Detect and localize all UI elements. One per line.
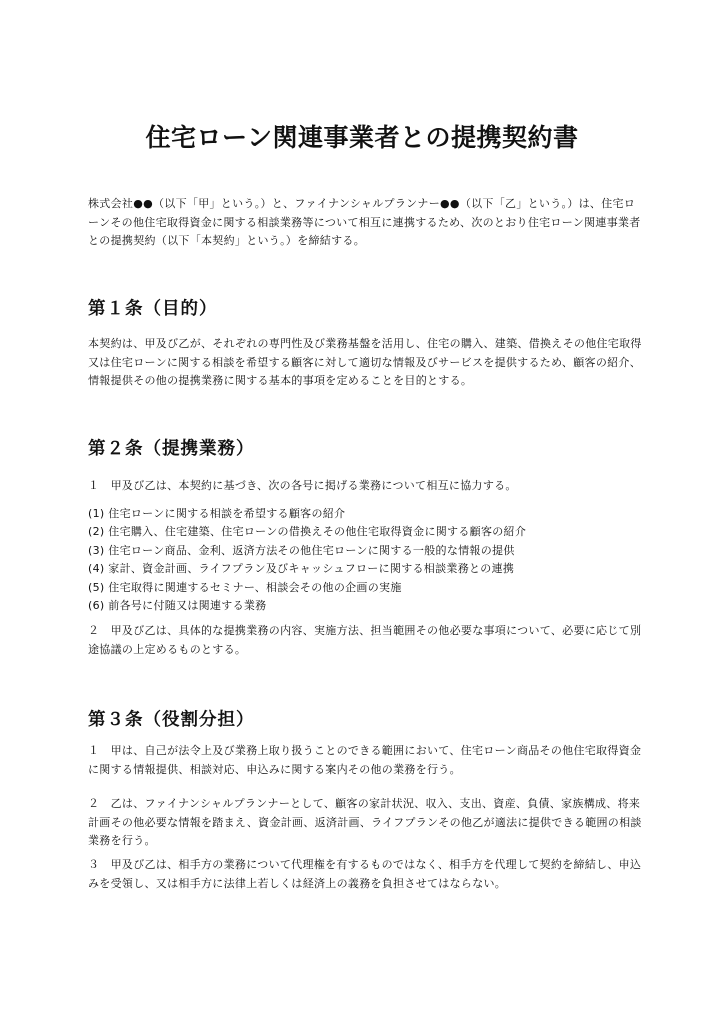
list-item: (3) 住宅ローン商品、金利、返済方法その他住宅ローンに関する一般的な情報の提供 [88, 543, 515, 557]
preamble-paragraph: 株式会社●●（以下「甲」という。）と、ファイナンシャルプランナー●●（以下「乙」という。）は、住宅ローンその他住宅取得資金に関する相談業務等について相互に連携するため、次のとおり住宅ローン関連事業者との提携契約（以下「本契約」という。）を締結する。 [88, 197, 641, 247]
list-item: (1) 住宅ローンに関する相談を希望する顧客の紹介 [88, 507, 346, 520]
list-item: (6) 前各号に付随又は関連する業務 [88, 599, 267, 613]
document-title: 住宅ローン関連事業者との提携契約書 [145, 123, 579, 152]
article-3-clause-1: １ 甲は、自己が法令上及び業務上取り扱うことのできる範囲において、住宅ローン商品その他住宅取得資金に関する情報提供、相談対応、申込みに関する案内その他の業務を行う。 [88, 744, 642, 776]
article-3-clause-2: ２ 乙は、ファイナンシャルプランナーとして、顧客の家計状況、収入、支出、資産、負債、家族構成、将来計画その他必要な情報を踏まえ、資金計画、返済計画、ライフプランその他乙が適法に提供できる範囲の相談業務を行う。 [88, 797, 642, 847]
article-1-heading: 第１条（目的） [88, 299, 218, 319]
article-2-clause-1: １ 甲及び乙は、本契約に基づき、次の各号に掲げる業務について相互に協力する。 [88, 479, 517, 492]
article-1-paragraph: 本契約は、甲及び乙が、それぞれの専門性及び業務基盤を活用し、住宅の購入、建築、借換えその他住宅取得又は住宅ローンに関する相談を希望する顧客に対して適切な情報及びサービスを提供するため、顧客の紹介、情報提供その他の提携業務に関する基本的事項を定めることを目的とする。 [88, 337, 642, 387]
list-item: (4) 家計、資金計画、ライフプラン及びキャッシュフローに関する相談業務との連携 [88, 562, 515, 576]
list-item: (5) 住宅取得に関連するセミナー、相談会その他の企画の実施 [88, 580, 402, 594]
list-item: (2) 住宅購入、住宅建築、住宅ローンの借換えその他住宅取得資金に関する顧客の紹介 [88, 525, 527, 539]
article-3-clause-3: ３ 甲及び乙は、相手方の業務について代理権を有するものではなく、相手方を代理して契約を締結し、申込みを受領し、又は相手方に法律上若しくは経済上の義務を負担させてはならない。 [88, 858, 642, 890]
article-2-item-list [88, 505, 644, 615]
article-2-heading: 第２条（提携業務） [88, 439, 255, 459]
article-3-heading: 第３条（役割分担） [88, 710, 255, 730]
article-2-clause-2: ２ 甲及び乙は、具体的な提携業務の内容、実施方法、担当範囲その他必要な事項について、必要に応じて別途協議の上定めるものとする。 [88, 624, 642, 656]
